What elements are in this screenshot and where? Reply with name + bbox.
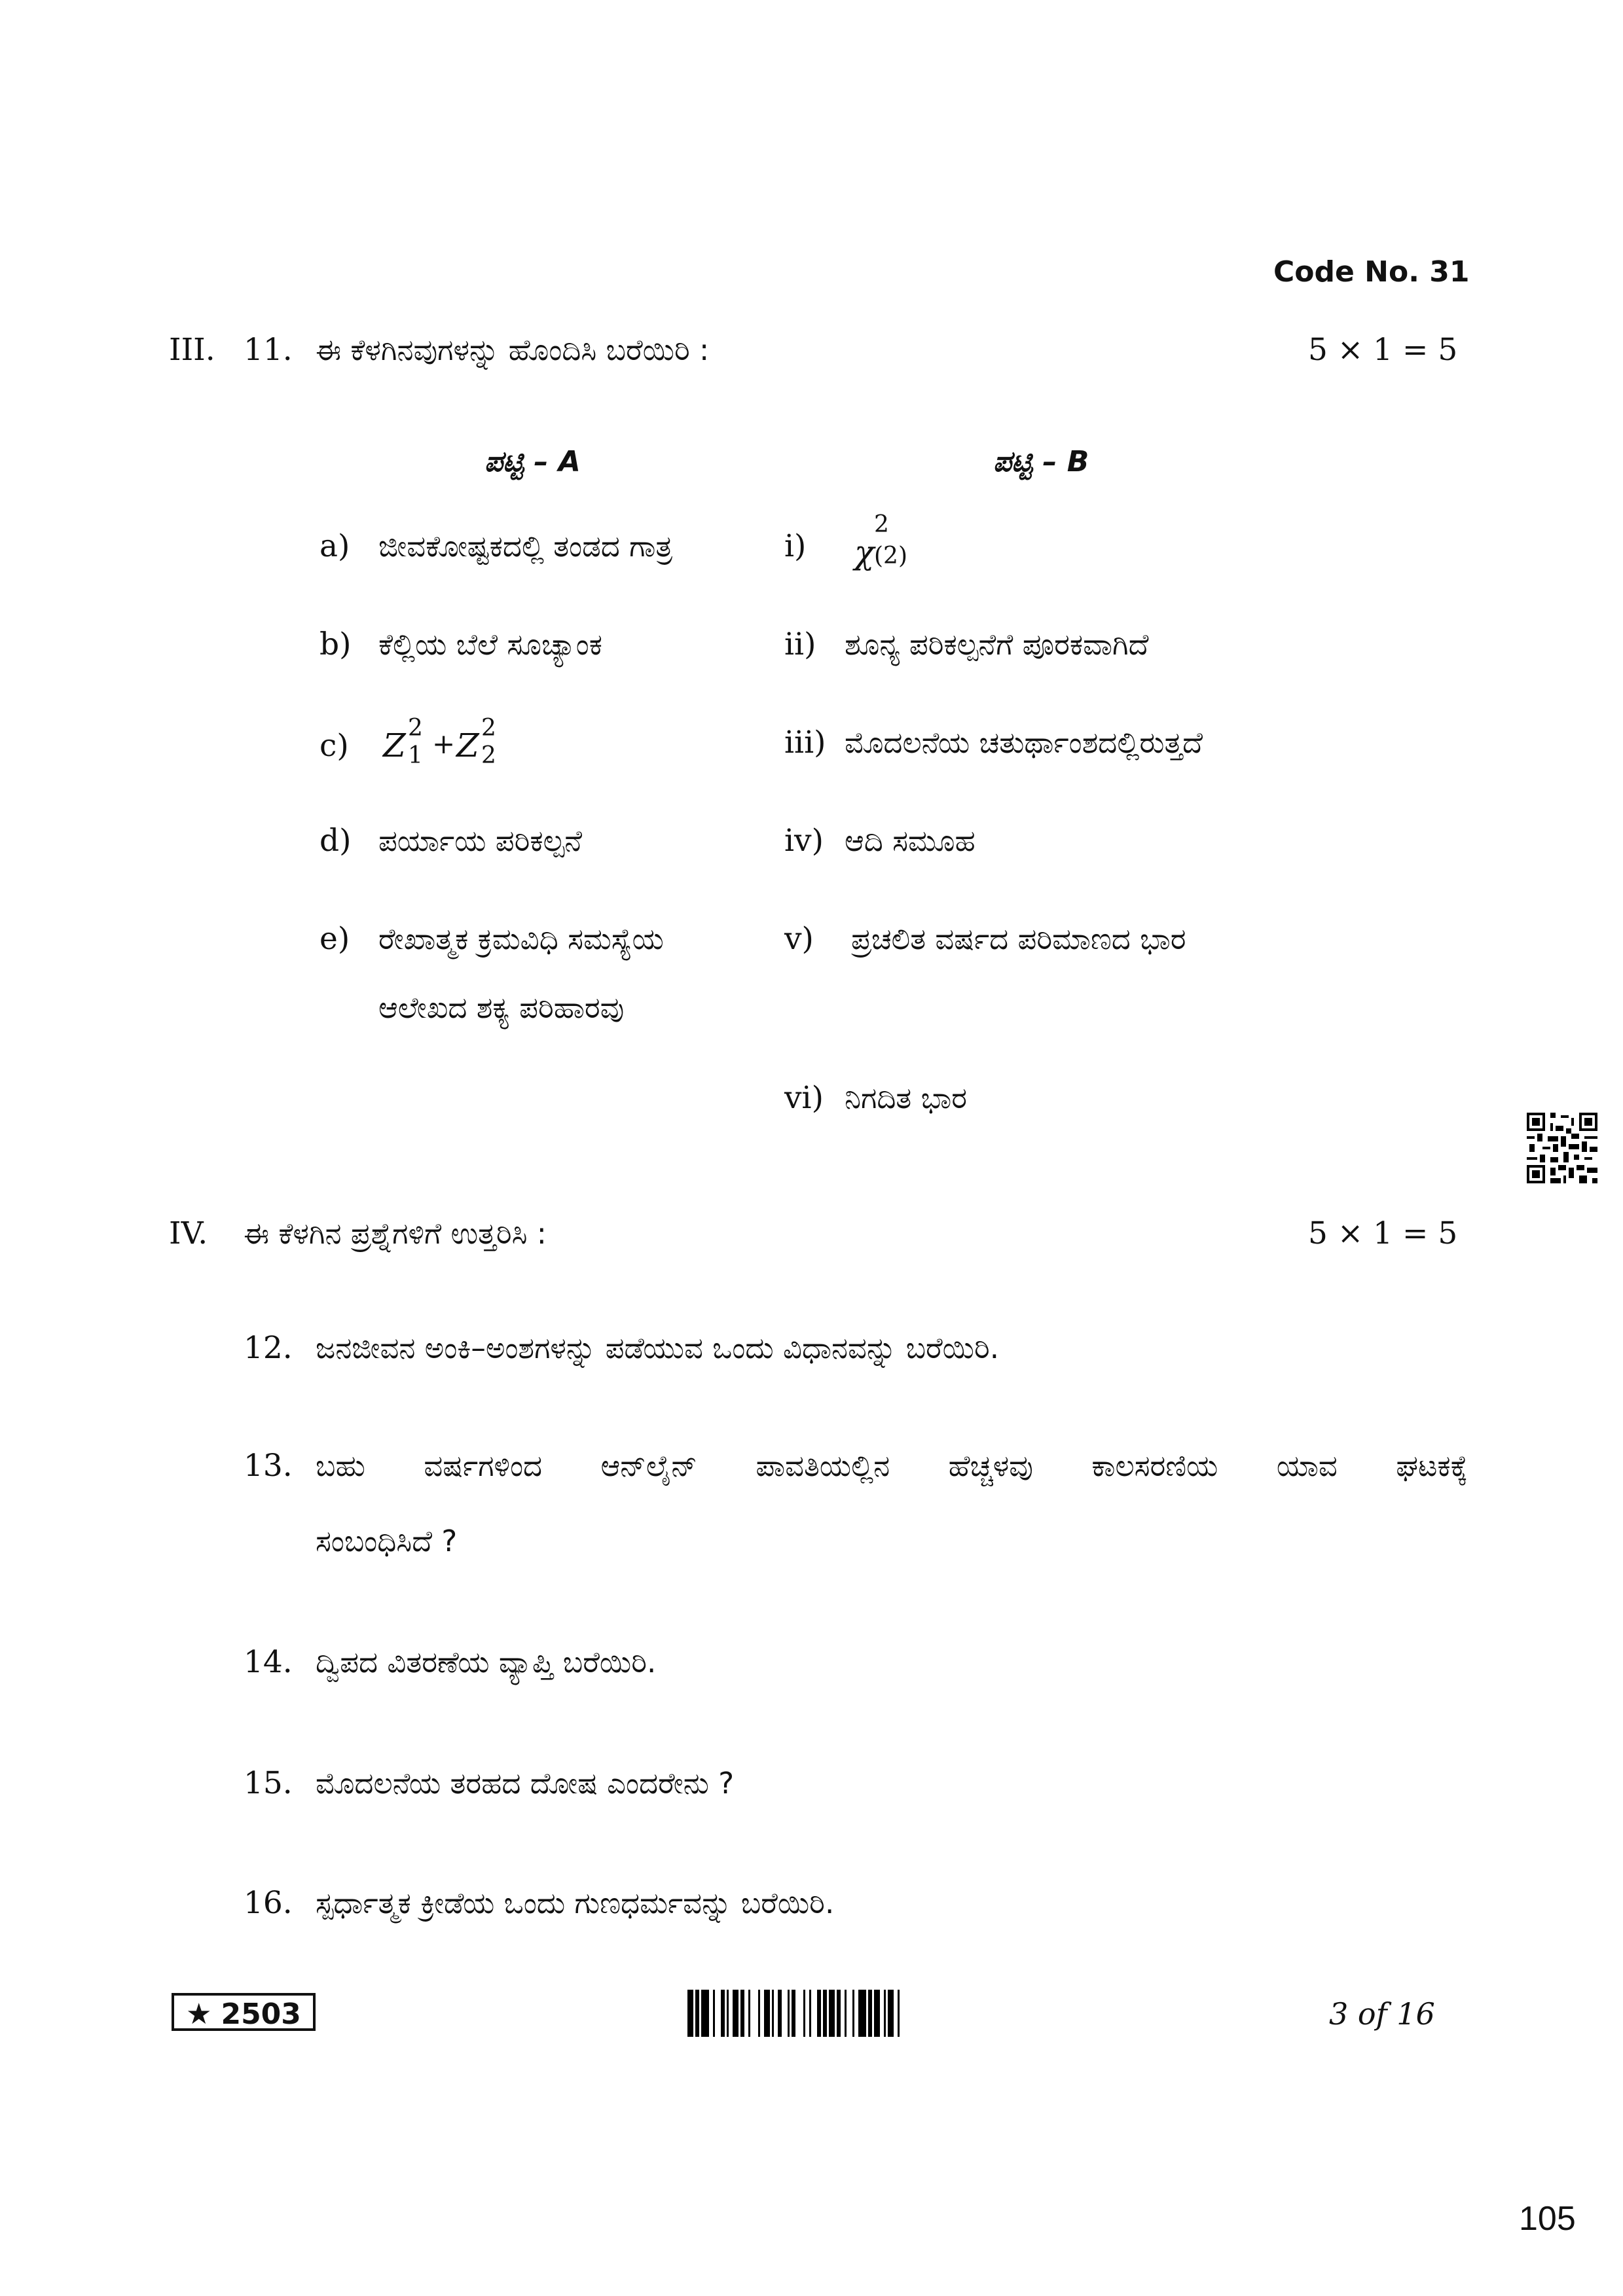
col-a-item-b: ಕೆಲ್ಲಿಯ ಬೆಲೆ ಸೂಚ್ಯಾಂಕ [378,627,602,662]
col-b-label-v: v) [784,921,814,957]
col-b-label-iv: iv) [784,823,824,859]
col-b-item-iii: ಮೊದಲನೆಯ ಚತುರ್ಥಾಂಶದಲ್ಲಿರುತ್ತದೆ [845,725,1203,760]
question-14-number: 14. [244,1644,293,1680]
formula-chi-sub: (2) [874,543,907,569]
formula-chi-base: χ [854,533,875,571]
question-11-number: 11. [244,332,293,368]
column-b-heading: ಪಟ್ಟಿ – B [993,445,1089,478]
col-a-label-b: b) [319,626,352,662]
col-a-formula-c [383,715,514,772]
col-a-item-d: ಪರ್ಯಾಯ ಪರಿಕಲ್ಪನೆ [378,823,583,858]
question-12-number: 12. [244,1330,293,1366]
paper-code: 2503 [221,1998,301,2031]
section-iii-marks: 5 × 1 = 5 [1308,332,1458,368]
barcode-icon [687,1990,962,2037]
col-b-label-ii: ii) [784,626,816,662]
question-16-text: ಸ್ಪರ್ಧಾತ್ಮಕ ಕ್ರೀಡೆಯ ಒಂದು ಗುಣಧರ್ಮವನ್ನು ಬರೆಯಿರಿ. [316,1886,835,1920]
page-number: 105 [1519,2200,1576,2238]
formula-z1-sup: 2 [408,715,423,742]
question-15-number: 15. [244,1765,293,1801]
col-b-label-vi: vi) [784,1080,824,1116]
formula-plus: + [432,728,456,760]
col-b-item-vi: ನಿಗದಿತ ಭಾರ [845,1081,968,1115]
page-of-indicator: 3 of 16 [1329,1996,1435,2032]
paper-code-stamp [172,1993,316,2031]
col-b-item-iv: ಆದಿ ಸಮೂಹ [845,823,976,858]
formula-chi-sup: 2 [874,511,889,538]
question-13-text-line2: ಸಂಬಂಧಿಸಿದೆ ? [316,1524,458,1558]
section-iv-instruction: ಈ ಕೆಳಗಿನ ಪ್ರಶ್ನೆಗಳಿಗೆ ಉತ್ತರಿಸಿ : [244,1216,547,1251]
formula-z1-base: Z [383,726,406,764]
formula-z2-sup: 2 [481,715,496,742]
col-a-item-e-line2: ಆಲೇಖದ ಶಕ್ಯ ಪರಿಹಾರವು [378,990,625,1025]
col-b-label-i: i) [784,528,807,564]
col-a-item-a: ಜೀವಕೋಷ್ಟಕದಲ್ಲಿ ತಂಡದ ಗಾತ್ರ [378,529,673,564]
col-a-label-a: a) [319,528,350,564]
col-a-label-e: e) [319,921,350,957]
col-a-label-d: d) [319,823,352,859]
col-b-item-ii: ಶೂನ್ಯ ಪರಿಕಲ್ಪನೆಗೆ ಪೂರಕವಾಗಿದೆ [845,627,1149,662]
formula-z2-sub: 2 [481,742,496,769]
star-icon: ★ [186,1998,212,2031]
column-a-heading: ಪಟ್ಟಿ – A [484,445,581,478]
col-b-item-v: ಪ್ರಚಲಿತ ವರ್ಷದ ಪರಿಮಾಣದ ಭಾರ [851,922,1186,956]
formula-z2-base: Z [456,726,479,764]
formula-z1-sub: 1 [408,742,423,769]
section-iii-roman: III. [169,332,215,368]
question-16-number: 16. [244,1885,293,1921]
col-b-formula-i [854,511,933,579]
section-iii-instruction: ಈ ಕೆಳಗಿನವುಗಳನ್ನು ಹೊಂದಿಸಿ ಬರೆಯಿರಿ : [316,332,710,367]
col-b-label-iii: iii) [784,725,826,761]
qr-code-icon [1527,1113,1597,1183]
col-a-item-e-line1: ರೇಖಾತ್ಮಕ ಕ್ರಮವಿಧಿ ಸಮಸ್ಯೆಯ [378,922,664,956]
col-a-label-c: c) [319,728,349,764]
code-number: Code No. 31 [1273,255,1470,289]
question-13-number: 13. [244,1448,293,1484]
section-iv-roman: IV. [169,1215,208,1251]
section-iv-marks: 5 × 1 = 5 [1308,1215,1458,1251]
question-12-text: ಜನಜೀವನ ಅಂಕಿ–ಅಂಶಗಳನ್ನು ಪಡೆಯುವ ಒಂದು ವಿಧಾನವನ್ನು ಬರೆಯಿರಿ. [316,1331,1000,1365]
question-13-text-line1: ಬಹು ವರ್ಷಗಳಿಂದ ಆನ್‌ಲೈನ್ ಪಾವತಿಯಲ್ಲಿನ ಹೆಚ್ಚಳವು ಕಾಲಸರಣಿಯ ಯಾವ ಘಟಕಕ್ಕೆ [316,1448,1468,1483]
question-15-text: ಮೊದಲನೆಯ ತರಹದ ದೋಷ ಎಂದರೇನು ? [316,1766,735,1801]
question-14-text: ದ್ವಿಪದ ವಿತರಣೆಯ ವ್ಯಾಪ್ತಿ ಬರೆಯಿರಿ. [316,1645,657,1679]
